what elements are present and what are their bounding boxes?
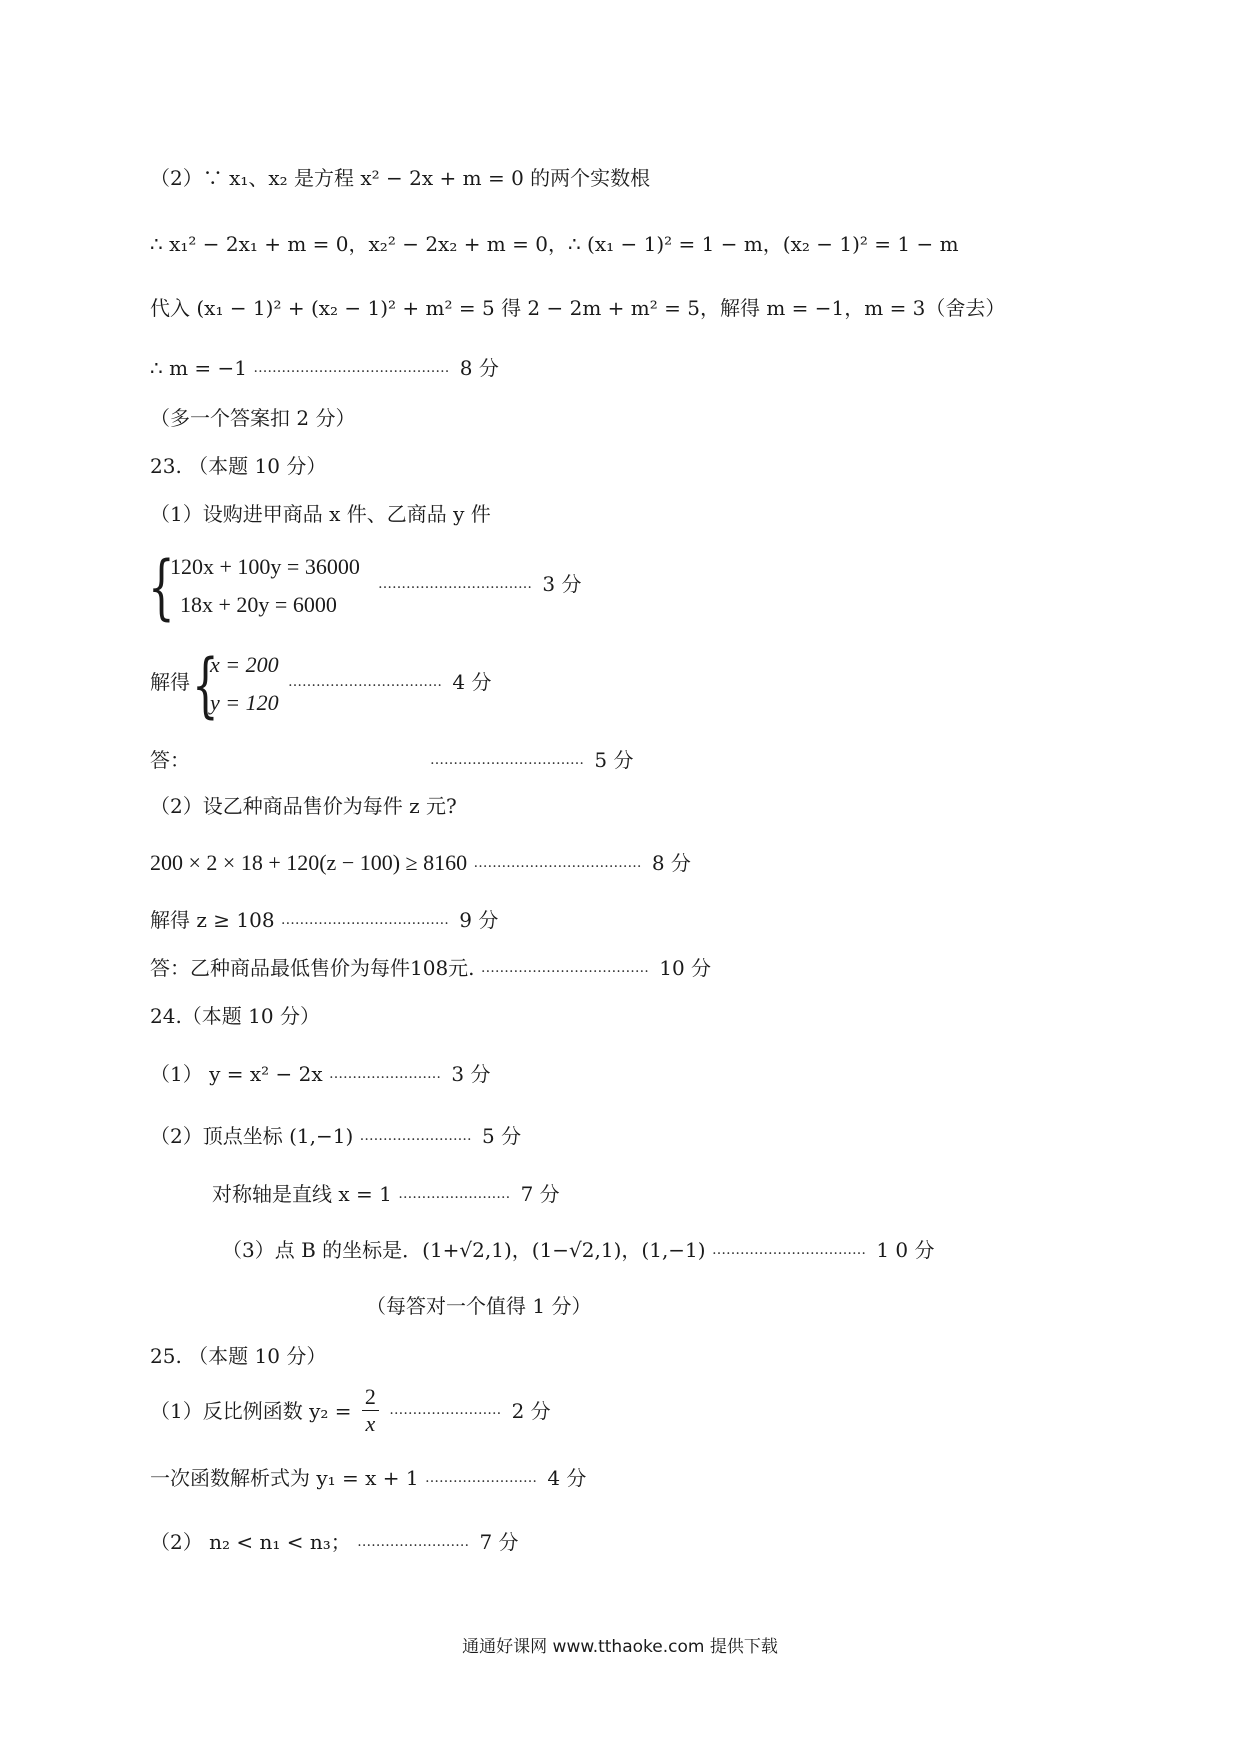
equation-system-1 [148, 546, 750, 630]
leader-dots: …………………………… [378, 577, 532, 591]
solution-prefix: 解得 [150, 670, 190, 694]
system1-eq-a: 120x + 100y = 36000 [170, 554, 360, 579]
brace-icon: { [148, 546, 175, 628]
solution-system [150, 644, 750, 728]
question-24-heading: 24.（本题 10 分） [150, 1004, 320, 1028]
q24-part1: （1） y = x² − 2x …………………… 3 分 [150, 1062, 491, 1086]
leader-dots: …………………………… [430, 753, 584, 767]
q24-axis-of-symmetry: 对称轴是直线 x = 1 …………………… 7 分 [212, 1182, 560, 1206]
leader-dots: …………………… [329, 1067, 441, 1081]
score: 7 分 [520, 1182, 560, 1206]
score: 1 0 分 [876, 1238, 935, 1262]
q23-answer-2: 答：乙种商品最低售价为每件108元. ……………………………… 10 分 [150, 956, 712, 980]
leader-dots: …………………… [357, 1535, 470, 1549]
line-q22-2-given: （2）∵ x₁、x₂ 是方程 x² − 2x + m = 0 的两个实数根 [150, 166, 651, 190]
line-q22-2-substitute: 代入 (x₁ − 1)² + (x₂ − 1)² + m² = 5 得 2 − 2m + m² = 5，解得 m = −1，m = 3（舍去） [150, 296, 1006, 320]
score: 7 分 [479, 1530, 519, 1554]
score: 9 分 [459, 908, 499, 932]
q25-part2: （2） n₂ < n₁ < n₃； …………………… 7 分 [150, 1530, 519, 1554]
score: 8 分 [459, 356, 499, 380]
page-footer: 通通好课网 www.tthaoke.com 提供下载 [462, 1637, 778, 1657]
q25-part1-inverse: （1）反比例函数 y₂ = $\frac{2}{x}$ …………………… 2 分 [150, 1384, 551, 1437]
question-23-heading: 23. （本题 10 分） [150, 454, 327, 478]
score: 5 分 [594, 748, 634, 772]
score: 8 分 [651, 851, 691, 875]
q23-part2-setup: （2）设乙种商品售价为每件 z 元? [150, 794, 457, 818]
leader-dots: ……………………………… [280, 913, 449, 927]
q23-inequality: 200 × 2 × 18 + 120(z − 100) ≥ 8160 ……………………………… 8 分 [150, 850, 691, 875]
score: 4 分 [547, 1466, 587, 1490]
q23-part1-setup: （1）设购进甲商品 x 件、乙商品 y 件 [150, 502, 491, 526]
score: 2 分 [511, 1398, 551, 1423]
score: 10 分 [659, 956, 712, 980]
q25-linear-function: 一次函数解析式为 y₁ = x + 1 …………………… 4 分 [150, 1466, 587, 1490]
leader-dots: ……………………………… [473, 856, 642, 870]
leader-dots: …………………… [359, 1129, 472, 1143]
q24-part2-vertex: （2）顶点坐标 (1,−1) …………………… 5 分 [150, 1124, 522, 1148]
system1-eq-b: 18x + 20y = 6000 [180, 592, 337, 617]
score: 3 分 [451, 1062, 491, 1086]
leader-dots: ……………………………… [480, 961, 649, 975]
score: 5 分 [481, 1124, 522, 1148]
leader-dots: …………………………… [711, 1243, 866, 1257]
q24-part3-points: （3）点 B 的坐标是．(1+√2,1)，(1−√2,1)，(1,−1) …………………………… 1 0 分 [222, 1238, 935, 1262]
line-q22-2-derivation: ∴ x₁² − 2x₁ + m = 0，x₂² − 2x₂ + m = 0，∴ (x₁ − 1)² = 1 − m，(x₂ − 1)² = 1 − m [150, 232, 959, 256]
question-25-heading: 25. （本题 10 分） [150, 1344, 327, 1368]
leader-dots: …………………………… [288, 675, 442, 689]
leader-dots: …………………… [398, 1187, 511, 1201]
line-q22-note: （多一个答案扣 2 分） [150, 406, 356, 430]
fraction: $\frac{2}{x}$ [362, 1384, 379, 1438]
score: 4 分 [452, 670, 492, 694]
score: 3 分 [542, 572, 582, 596]
leader-dots: …………………… [424, 1471, 537, 1485]
leader-dots: …………………………………… [253, 361, 450, 375]
line-q22-2-result: ∴ m = −1 …………………………………… 8 分 [150, 356, 499, 380]
leader-dots: …………………… [389, 1402, 502, 1419]
q23-inequality-solution: 解得 z ≥ 108 ……………………………… 9 分 [150, 908, 499, 932]
solution-eq-b: y = 120 [210, 690, 279, 715]
q23-answer-1: 答： [150, 748, 190, 772]
brace-icon: { [192, 644, 219, 726]
q24-note: （每答对一个值得 1 分） [366, 1294, 592, 1318]
solution-eq-a: x = 200 [210, 652, 279, 677]
